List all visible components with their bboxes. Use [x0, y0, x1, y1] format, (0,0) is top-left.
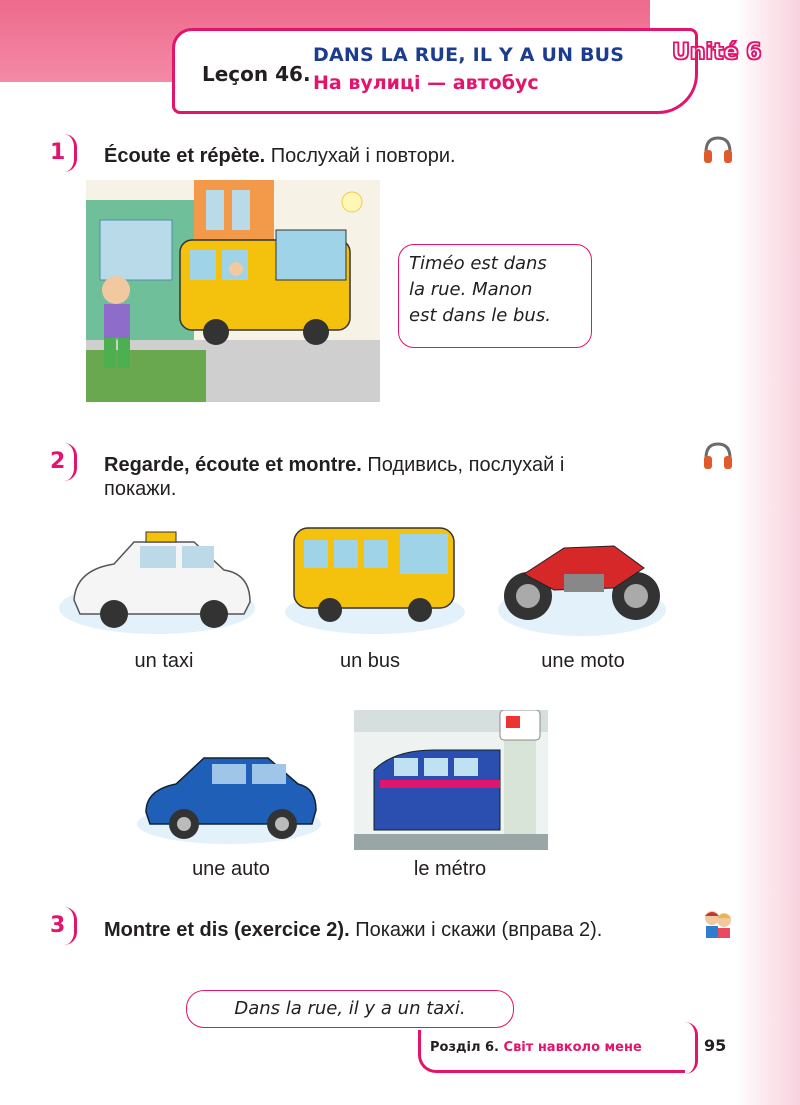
headphones-icon[interactable]	[700, 438, 736, 474]
page-number-tab	[685, 1022, 698, 1074]
lesson-title-fr: DANS LA RUE, IL Y A UN BUS	[313, 44, 625, 66]
speech-bubble	[398, 244, 592, 348]
bus-image	[280, 512, 470, 640]
footer-section-title: Світ навколо мене	[503, 1040, 642, 1055]
lesson-number: Leçon 46.	[202, 62, 311, 86]
instruction-ua: Послухай і повтори.	[270, 145, 456, 167]
footer-section-label: Розділ 6.	[430, 1040, 499, 1055]
exercise-instruction	[104, 144, 634, 168]
exercise-instruction	[104, 918, 634, 942]
exercise-number: 2	[50, 449, 66, 474]
bubble-line: Timéo est dans	[409, 253, 547, 274]
instruction-ua: Покажи і скажи (вправа 2).	[355, 919, 603, 941]
instruction-ua: Подивись, послухай і покажи.	[104, 454, 565, 500]
example-speech-bubble: Dans la rue, il y a un taxi.	[186, 990, 514, 1028]
vehicle-label: le métro	[413, 858, 487, 880]
instruction-fr: Écoute et répète.	[104, 145, 266, 167]
lesson-title-ua: На вулиці — автобус	[313, 72, 539, 94]
number-bracket	[64, 443, 77, 481]
headphones-icon[interactable]	[700, 132, 736, 168]
motorbike-image	[494, 518, 670, 640]
footer-section	[430, 1040, 642, 1055]
children-icon	[700, 906, 736, 942]
car-image	[132, 740, 326, 846]
metro-image	[354, 710, 548, 850]
page-edge-strip	[735, 0, 800, 1105]
exercise-number: 1	[50, 140, 66, 165]
bubble-line: est dans le bus.	[409, 305, 551, 326]
number-bracket	[64, 907, 77, 945]
vehicle-label: une moto	[541, 650, 625, 672]
page-number: 95	[704, 1036, 727, 1055]
number-bracket	[64, 134, 77, 172]
unit-badge: Unité 6	[672, 40, 762, 65]
exercise-number: 3	[50, 913, 66, 938]
vehicle-label: une auto	[192, 858, 270, 880]
taxi-image	[54, 522, 260, 640]
vehicle-label: un taxi	[134, 650, 194, 672]
bubble-line: la rue. Manon	[409, 279, 533, 300]
instruction-fr: Montre et dis (exercice 2).	[104, 919, 350, 941]
instruction-fr: Regarde, écoute et montre.	[104, 454, 362, 476]
exercise-instruction	[104, 453, 634, 501]
street-scene-illustration	[86, 180, 380, 402]
vehicle-label: un bus	[339, 650, 401, 672]
